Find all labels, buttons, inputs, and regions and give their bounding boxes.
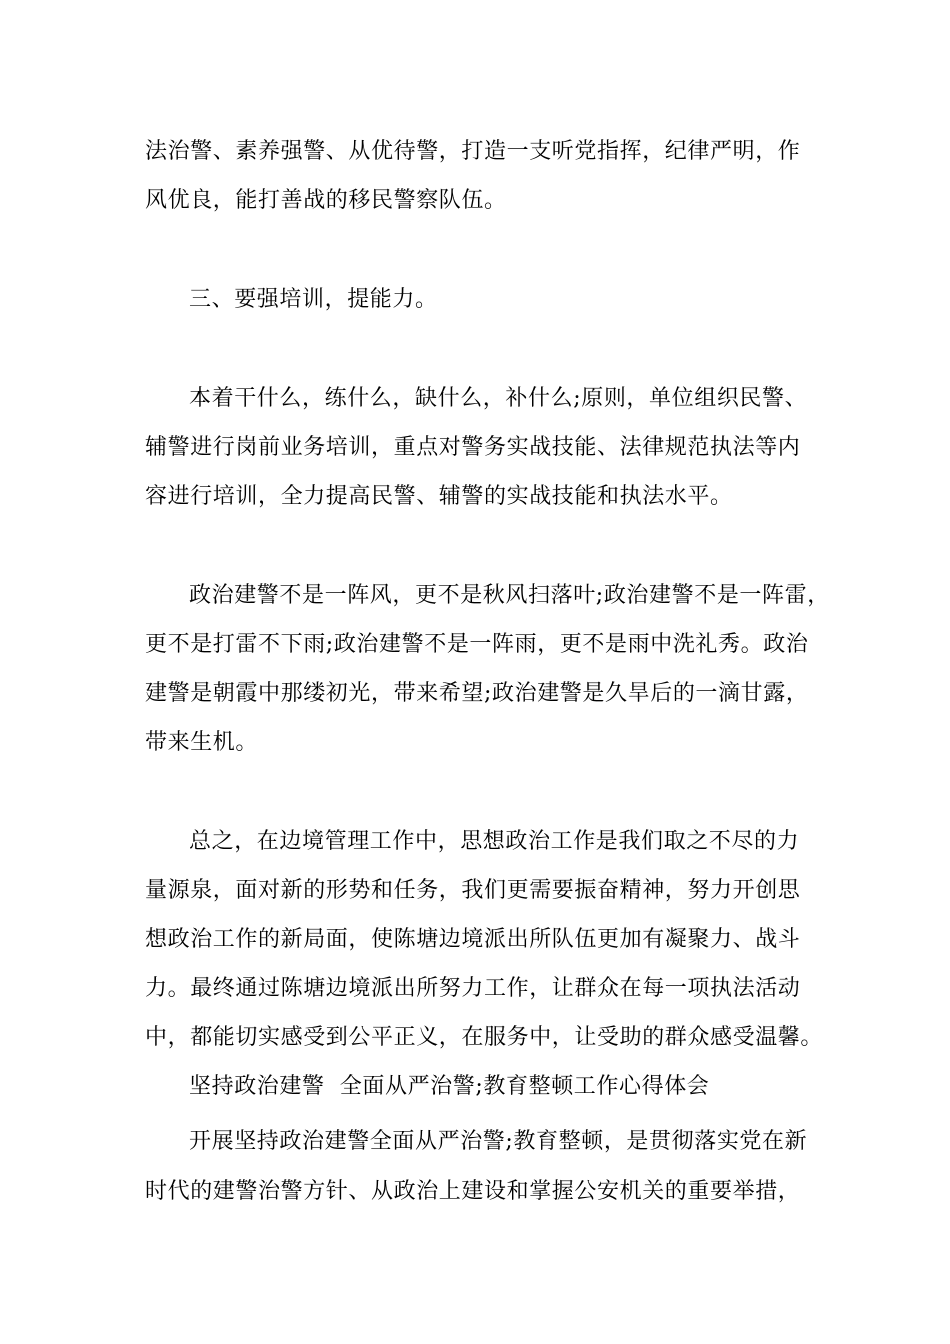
text-line: 想政治工作的新局面，使陈塘边境派出所队伍更加有凝聚力、战斗 (145, 927, 801, 952)
text-line: 建警是朝霞中那缕初光，带来希望;政治建警是久旱后的一滴甘露， (145, 681, 809, 706)
text-line: 法治警、素养强警、从优待警，打造一支听党指挥，纪律严明，作 (145, 139, 801, 164)
text-line: 量源泉，面对新的形势和任务，我们更需要振奋精神，努力开创思 (145, 878, 801, 903)
article-title: 坚持政治建警 全面从严治警;教育整顿工作心得体会 (189, 1074, 710, 1099)
text-line: 风优良，能打善战的移民警察队伍。 (145, 188, 507, 213)
text-line: 辅警进行岗前业务培训，重点对警务实战技能、法律规范执法等内 (145, 435, 801, 460)
text-line: 开展坚持政治建警全面从严治警;教育整顿，是贯彻落实党在新 (189, 1129, 808, 1154)
section-heading: 三、要强培训，提能力。 (189, 287, 438, 312)
text-line: 容进行培训，全力提高民警、辅警的实战技能和执法水平。 (145, 484, 733, 509)
text-line: 中，都能切实感受到公平正义，在服务中，让受助的群众感受温馨。 (145, 1025, 824, 1050)
text-line: 带来生机。 (145, 730, 259, 755)
text-line: 政治建警不是一阵风，更不是秋风扫落叶;政治建警不是一阵雷， (189, 583, 830, 608)
text-line: 更不是打雷不下雨;政治建警不是一阵雨，更不是雨中洗礼秀。政治 (145, 632, 809, 657)
text-line: 总之，在边境管理工作中，思想政治工作是我们取之不尽的力 (189, 829, 800, 854)
text-line: 力。最终通过陈塘边境派出所努力工作，让群众在每一项执法活动 (145, 976, 801, 1001)
text-line: 本着干什么，练什么，缺什么，补什么;原则，单位组织民警、 (189, 386, 808, 411)
text-line: 时代的建警治警方针、从政治上建设和掌握公安机关的重要举措， (145, 1179, 801, 1204)
